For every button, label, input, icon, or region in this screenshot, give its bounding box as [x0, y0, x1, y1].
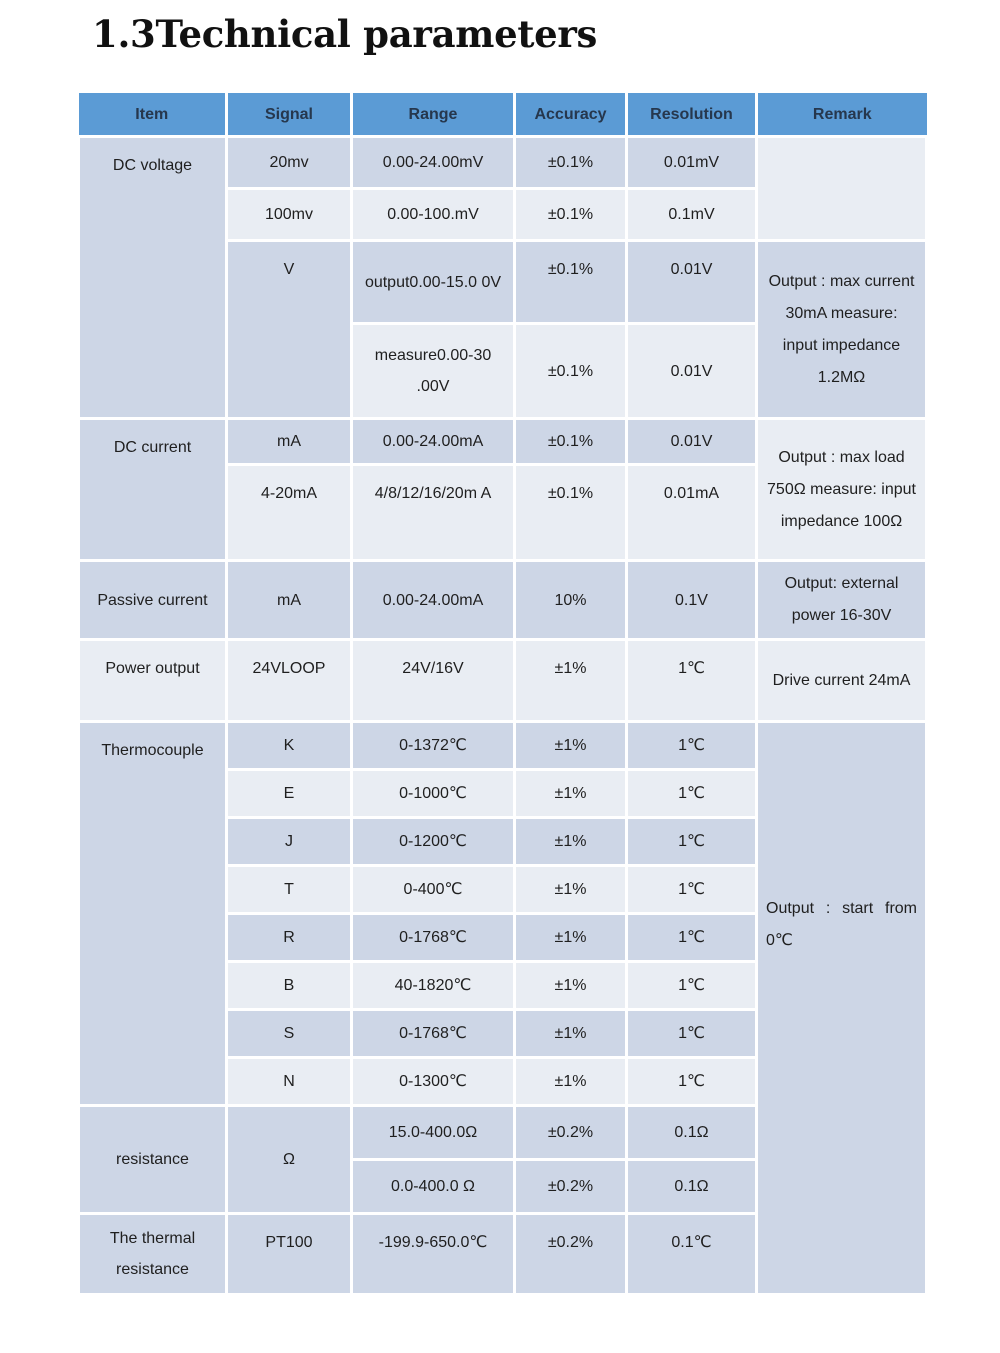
item-dc-voltage: DC voltage	[79, 137, 227, 419]
table-row	[79, 419, 927, 465]
table-row	[79, 640, 927, 722]
header-item: Item	[79, 93, 227, 137]
cell-range: 0.0-400.0 Ω	[352, 1160, 515, 1214]
cell-resolution: 1℃	[627, 866, 757, 914]
cell-range: output0.00-15.0 0V	[352, 241, 515, 324]
remark-thermocouple: Output : start from 0℃	[757, 722, 927, 1295]
cell-resolution: 1℃	[627, 722, 757, 770]
cell-range: 0.00-24.00mA	[352, 419, 515, 465]
remark-power-output: Drive current 24mA	[757, 640, 927, 722]
cell-signal: J	[227, 818, 352, 866]
cell-accuracy: ±0.1%	[515, 189, 627, 241]
cell-range: 0-1300℃	[352, 1058, 515, 1106]
cell-accuracy: ±1%	[515, 914, 627, 962]
remark-empty	[757, 137, 927, 241]
remark-dc-current: Output : max load 750Ω measure: input impedance 100Ω	[757, 419, 927, 561]
cell-signal: S	[227, 1010, 352, 1058]
cell-resolution: 1℃	[627, 914, 757, 962]
cell-signal: PT100	[227, 1214, 352, 1295]
cell-accuracy: ±1%	[515, 1058, 627, 1106]
cell-accuracy: ±0.1%	[515, 465, 627, 561]
item-power-output: Power output	[79, 640, 227, 722]
item-thermocouple: Thermocouple	[79, 722, 227, 1106]
parameters-table	[77, 93, 928, 1296]
cell-resolution: 1℃	[627, 770, 757, 818]
cell-signal: 100mv	[227, 189, 352, 241]
cell-range: 24V/16V	[352, 640, 515, 722]
cell-resolution: 1℃	[627, 962, 757, 1010]
cell-accuracy: ±1%	[515, 962, 627, 1010]
cell-accuracy: ±0.2%	[515, 1106, 627, 1160]
cell-signal: 24VLOOP	[227, 640, 352, 722]
cell-resolution: 0.1Ω	[627, 1106, 757, 1160]
cell-resolution: 0.01V	[627, 241, 757, 324]
cell-range: 0-1200℃	[352, 818, 515, 866]
cell-resolution: 1℃	[627, 640, 757, 722]
cell-signal: R	[227, 914, 352, 962]
cell-range: 0-1768℃	[352, 1010, 515, 1058]
header-resolution: Resolution	[627, 93, 757, 137]
cell-signal: 4-20mA	[227, 465, 352, 561]
cell-signal: B	[227, 962, 352, 1010]
cell-signal: Ω	[227, 1106, 352, 1214]
item-resistance: resistance	[79, 1106, 227, 1214]
cell-resolution: 0.01mA	[627, 465, 757, 561]
cell-accuracy: 10%	[515, 561, 627, 640]
cell-range: 0-400℃	[352, 866, 515, 914]
cell-accuracy: ±0.2%	[515, 1214, 627, 1295]
cell-range: 0-1372℃	[352, 722, 515, 770]
cell-accuracy: ±1%	[515, 722, 627, 770]
cell-accuracy: ±0.1%	[515, 419, 627, 465]
cell-signal: V	[227, 241, 352, 419]
item-dc-current: DC current	[79, 419, 227, 561]
header-signal: Signal	[227, 93, 352, 137]
cell-signal: T	[227, 866, 352, 914]
cell-resolution: 0.1V	[627, 561, 757, 640]
cell-range: measure0.00-30 .00V	[352, 324, 515, 419]
cell-accuracy: ±0.1%	[515, 324, 627, 419]
cell-resolution: 0.01V	[627, 419, 757, 465]
table-row	[79, 137, 927, 189]
cell-signal: mA	[227, 561, 352, 640]
cell-signal: mA	[227, 419, 352, 465]
header-accuracy: Accuracy	[515, 93, 627, 137]
cell-signal: K	[227, 722, 352, 770]
cell-accuracy: ±1%	[515, 640, 627, 722]
cell-range: 0-1000℃	[352, 770, 515, 818]
item-passive-current: Passive current	[79, 561, 227, 640]
cell-accuracy: ±1%	[515, 770, 627, 818]
cell-accuracy: ±0.1%	[515, 137, 627, 189]
cell-accuracy: ±0.2%	[515, 1160, 627, 1214]
cell-resolution: 1℃	[627, 818, 757, 866]
cell-range: 0.00-100.mV	[352, 189, 515, 241]
cell-resolution: 0.01V	[627, 324, 757, 419]
cell-signal: E	[227, 770, 352, 818]
cell-range: 15.0-400.0Ω	[352, 1106, 515, 1160]
cell-range: 4/8/12/16/20m A	[352, 465, 515, 561]
cell-accuracy: ±1%	[515, 866, 627, 914]
cell-range: 40-1820℃	[352, 962, 515, 1010]
header-remark: Remark	[757, 93, 927, 137]
table-row	[79, 561, 927, 640]
header-range: Range	[352, 93, 515, 137]
cell-signal: 20mv	[227, 137, 352, 189]
header-row	[79, 93, 927, 137]
cell-resolution: 0.1Ω	[627, 1160, 757, 1214]
cell-accuracy: ±0.1%	[515, 241, 627, 324]
cell-resolution: 0.1℃	[627, 1214, 757, 1295]
page-title: 1.3Technical parameters	[92, 12, 598, 56]
item-thermal-resistance: The thermal resistance	[79, 1214, 227, 1295]
cell-range: 0-1768℃	[352, 914, 515, 962]
cell-resolution: 0.1mV	[627, 189, 757, 241]
remark-passive-current: Output: external power 16-30V	[757, 561, 927, 640]
table-row	[79, 722, 927, 770]
cell-range: 0.00-24.00mV	[352, 137, 515, 189]
cell-range: -199.9-650.0℃	[352, 1214, 515, 1295]
remark-dc-voltage: Output : max current 30mA measure: input impedance 1.2MΩ	[757, 241, 927, 419]
cell-resolution: 1℃	[627, 1010, 757, 1058]
cell-signal: N	[227, 1058, 352, 1106]
cell-accuracy: ±1%	[515, 1010, 627, 1058]
cell-resolution: 0.01mV	[627, 137, 757, 189]
cell-range: 0.00-24.00mA	[352, 561, 515, 640]
cell-resolution: 1℃	[627, 1058, 757, 1106]
cell-accuracy: ±1%	[515, 818, 627, 866]
